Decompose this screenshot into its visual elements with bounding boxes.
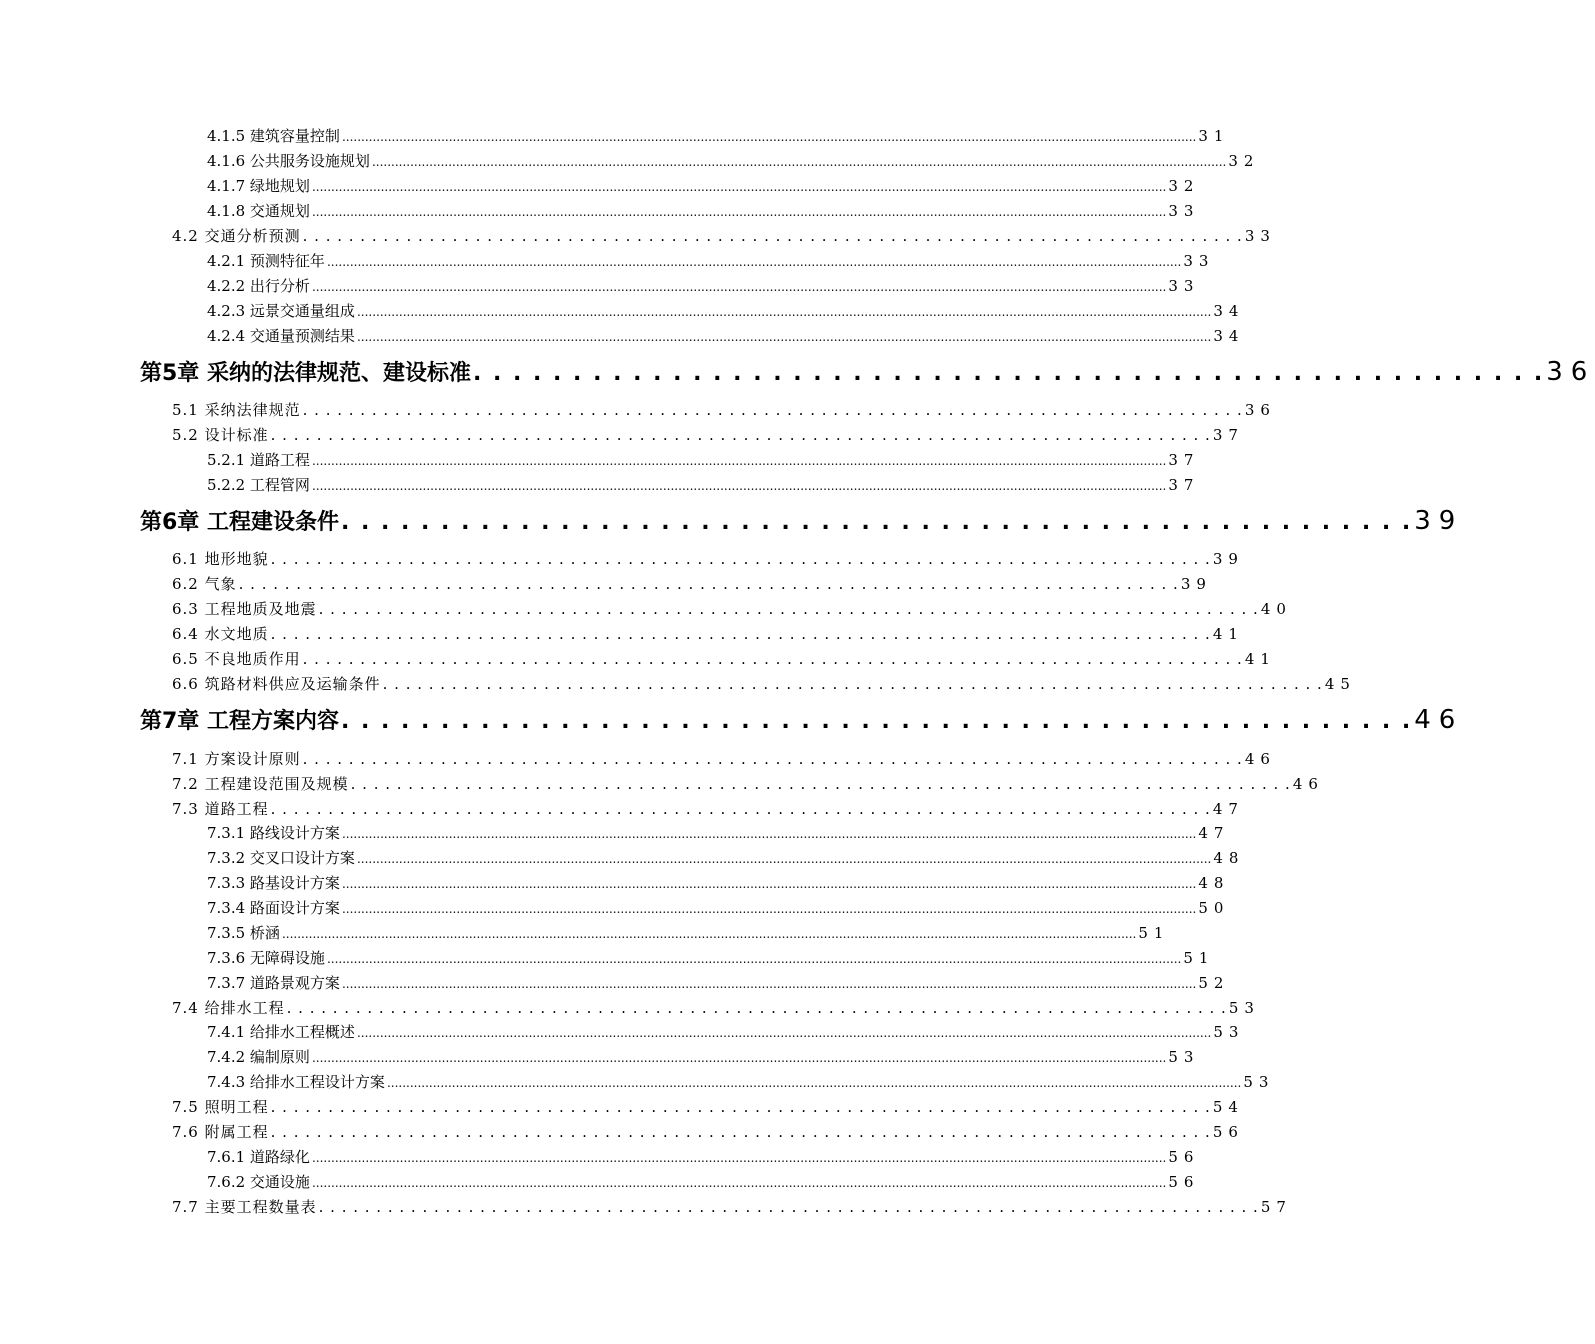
toc-entry[interactable]: 7.6.2 交通设施 ..... 56: [207, 1171, 805, 1195]
toc-entry[interactable]: 6.3 工程地质及地震 . . . 40: [172, 598, 805, 622]
toc-entry[interactable]: 7.3.5 桥涵 ..... 51: [207, 922, 805, 946]
toc-entry[interactable]: 4.1.8 交通规划 ..... 33: [207, 200, 805, 224]
toc-entry[interactable]: 6.5 不良地质作用 . . . 41: [172, 648, 805, 672]
toc-entry[interactable]: 6.2 气象 . . . 39: [172, 573, 805, 597]
toc-entry[interactable]: 7.4.3 给排水工程设计方案 ..... 53: [207, 1071, 805, 1095]
toc-entry[interactable]: 4.2.3 远景交通量组成 ..... 34: [207, 300, 805, 324]
toc-entry[interactable]: 4.1.6 公共服务设施规划 ..... 32: [207, 150, 805, 174]
toc-entry[interactable]: 7.3.1 路线设计方案 ..... 47: [207, 822, 805, 846]
toc-entry[interactable]: 7.3 道路工程 . . . 47: [172, 798, 805, 822]
toc-entry[interactable]: 7.3.6 无障碍设施 ..... 51: [207, 947, 805, 971]
toc-entry[interactable]: 7.2 工程建设范围及规模 . . . 46: [172, 773, 805, 797]
toc-entry[interactable]: 7.4.2 编制原则 ..... 53: [207, 1046, 805, 1070]
toc-chapter[interactable]: 第6章 工程建设条件 . . . 39: [140, 505, 806, 541]
toc-entry[interactable]: 7.6 附属工程 . . . 56: [172, 1121, 805, 1145]
toc-entry[interactable]: 5.2 设计标准 . . . 37: [172, 424, 805, 448]
toc-entry[interactable]: 5.2.2 工程管网 ..... 37: [207, 474, 805, 498]
toc-entry[interactable]: 7.3.4 路面设计方案 ..... 50: [207, 897, 805, 921]
toc-entry[interactable]: 4.1.7 绿地规划 ..... 32: [207, 175, 805, 199]
toc-entry[interactable]: 7.4 给排水工程 . . . 53: [172, 997, 805, 1021]
toc-entry[interactable]: 6.1 地形地貌 . . . 39: [172, 548, 805, 572]
toc-entry[interactable]: 4.1.5 建筑容量控制 ..... 31: [207, 125, 805, 149]
toc-entry[interactable]: 7.4.1 给排水工程概述 ..... 53: [207, 1021, 805, 1045]
toc-entry[interactable]: 7.3.7 道路景观方案 ..... 52: [207, 972, 805, 996]
toc-entry[interactable]: 7.3.2 交叉口设计方案 ..... 48: [207, 847, 805, 871]
toc-entry[interactable]: 4.2 交通分析预测 . . . 33: [172, 225, 805, 249]
toc-entry[interactable]: 4.2.4 交通量预测结果 ..... 34: [207, 325, 805, 349]
toc-entry[interactable]: 7.1 方案设计原则 . . . 46: [172, 748, 805, 772]
toc-entry[interactable]: 7.7 主要工程数量表 . . . 57: [172, 1196, 805, 1220]
toc-entry[interactable]: 5.2.1 道路工程 ..... 37: [207, 449, 805, 473]
toc-entry[interactable]: 6.6 筑路材料供应及运输条件 . . . 45: [172, 673, 805, 697]
toc-entry[interactable]: 5.1 采纳法律规范 . . . 36: [172, 399, 805, 423]
toc-entry[interactable]: 4.2.1 预测特征年 ..... 33: [207, 250, 805, 274]
toc-entry[interactable]: 4.2.2 出行分析 ..... 33: [207, 275, 805, 299]
toc-entry[interactable]: 6.4 水文地质 . . . 41: [172, 623, 805, 647]
toc-chapter[interactable]: 第7章 工程方案内容 . . . 46: [140, 704, 806, 740]
toc-chapter[interactable]: 第5章 采纳的法律规范、建设标准 . . . 36: [140, 356, 806, 392]
toc-entry[interactable]: 7.6.1 道路绿化 ..... 56: [207, 1146, 805, 1170]
toc-entry[interactable]: 7.5 照明工程 . . . 54: [172, 1096, 805, 1120]
toc-entry[interactable]: 7.3.3 路基设计方案 ..... 48: [207, 872, 805, 896]
